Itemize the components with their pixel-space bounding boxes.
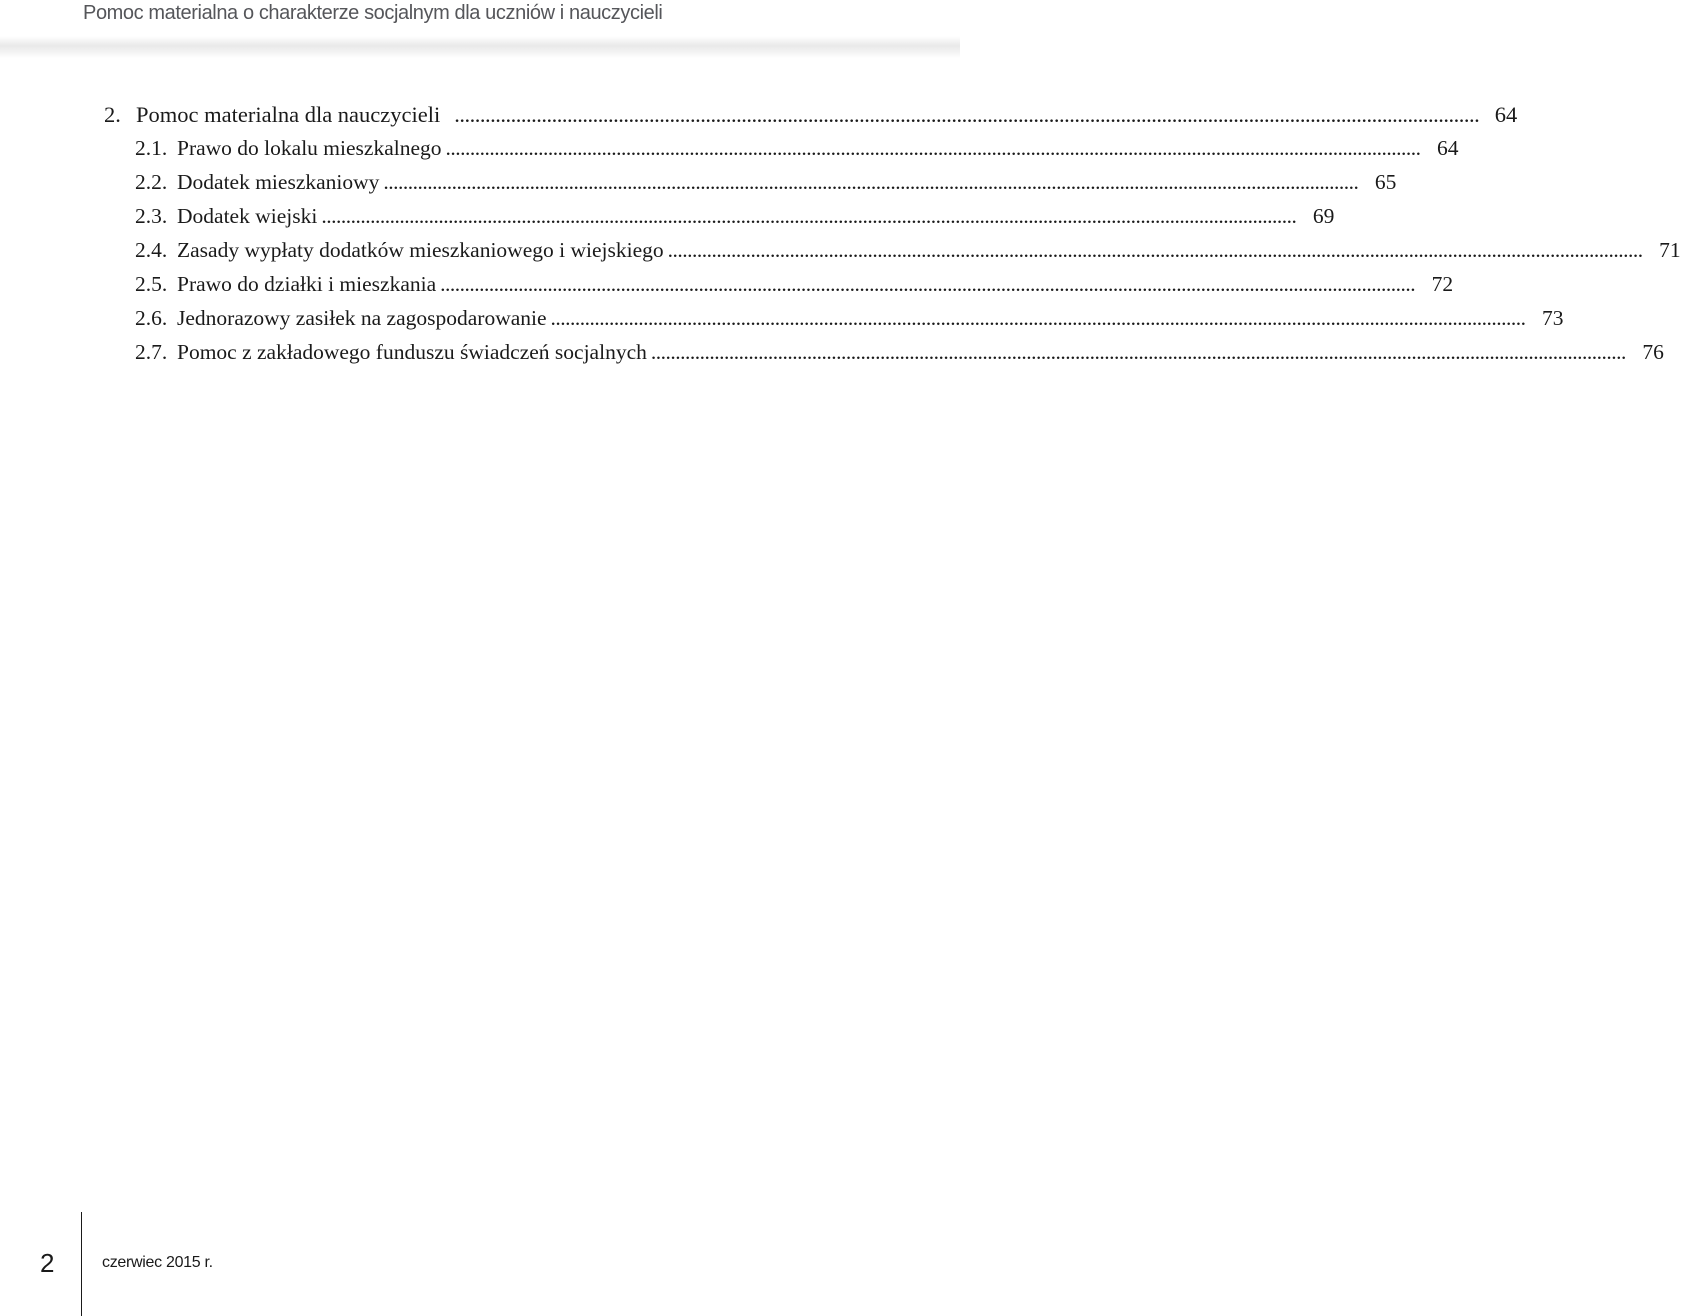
toc-section-title: Jednorazowy zasiłek na zagospodarowanie [177, 306, 547, 330]
toc-section-entry[interactable] [104, 272, 1454, 306]
header-shadow-band [0, 36, 960, 58]
toc-section-title: Pomoc z zakładowego funduszu świadczeń socjalnych [177, 340, 647, 364]
toc-section-page: 64 [1437, 136, 1459, 160]
toc-section-page: 65 [1374, 170, 1397, 194]
toc-section-title: Prawo do działki i mieszkania [177, 272, 437, 296]
toc-leader-dots: ........................................................................................................................................................................................................ [667, 238, 1643, 262]
footer-page-number: 2 [40, 1248, 55, 1278]
footer-date: czerwiec 2015 r. [102, 1254, 213, 1271]
toc-section-page: 73 [1542, 306, 1564, 330]
toc-section-entry[interactable] [104, 340, 1664, 374]
toc-section-number: 2.2. [135, 170, 168, 194]
toc-section-page: 71 [1659, 238, 1681, 262]
toc-section-number: 2.4. [135, 238, 168, 262]
toc-section-number: 2.6. [135, 306, 168, 330]
running-header-title: Pomoc materialna o charakterze socjalnym dla uczniów i nauczycieli [83, 2, 663, 24]
toc-section-entry[interactable] [104, 306, 1564, 340]
toc-section-page: 76 [1642, 340, 1664, 364]
toc-leader-dots: ........................................................................................................................................................................................................ [321, 204, 1297, 228]
toc-chapter-page: 64 [1494, 102, 1518, 127]
toc-leader-dots: ........................................................................................................................................................................................................ [383, 170, 1359, 194]
table-of-contents [104, 102, 1681, 374]
toc-section-number: 2.3. [135, 204, 168, 228]
toc-section-title: Zasady wypłaty dodatków mieszkaniowego i wiejskiego [177, 238, 664, 262]
toc-chapter-number: 2. [104, 102, 121, 127]
toc-section-number: 2.5. [135, 272, 168, 296]
toc-leader-dots: ........................................................................................................................................................................................................ [650, 340, 1626, 364]
toc-section-entry[interactable] [104, 238, 1681, 272]
running-header [0, 0, 960, 52]
toc-chapter-entry[interactable] [104, 102, 1518, 136]
toc-section-title: Dodatek wiejski [177, 204, 318, 228]
toc-leader-dots: ........................................................................................................................................................................................................ [550, 306, 1526, 330]
toc-leader-dots: ........................................................................................................................................................................................................ [445, 136, 1421, 160]
toc-section-entry[interactable] [104, 170, 1397, 204]
toc-section-title: Dodatek mieszkaniowy [177, 170, 380, 194]
toc-leader-dots: ........................................................................................................................................................................................................ [454, 102, 1480, 127]
toc-section-entry[interactable] [104, 204, 1335, 238]
toc-section-number: 2.1. [135, 136, 168, 160]
toc-section-entry[interactable] [104, 136, 1459, 170]
toc-section-title: Prawo do lokalu mieszkalnego [177, 136, 442, 160]
footer-divider [81, 1212, 82, 1316]
toc-leader-dots: ........................................................................................................................................................................................................ [440, 272, 1416, 296]
toc-section-page: 72 [1431, 272, 1454, 296]
toc-chapter-title: Pomoc materialna dla nauczycieli [136, 102, 441, 127]
toc-section-page: 69 [1312, 204, 1335, 228]
toc-section-number: 2.7. [135, 340, 168, 364]
